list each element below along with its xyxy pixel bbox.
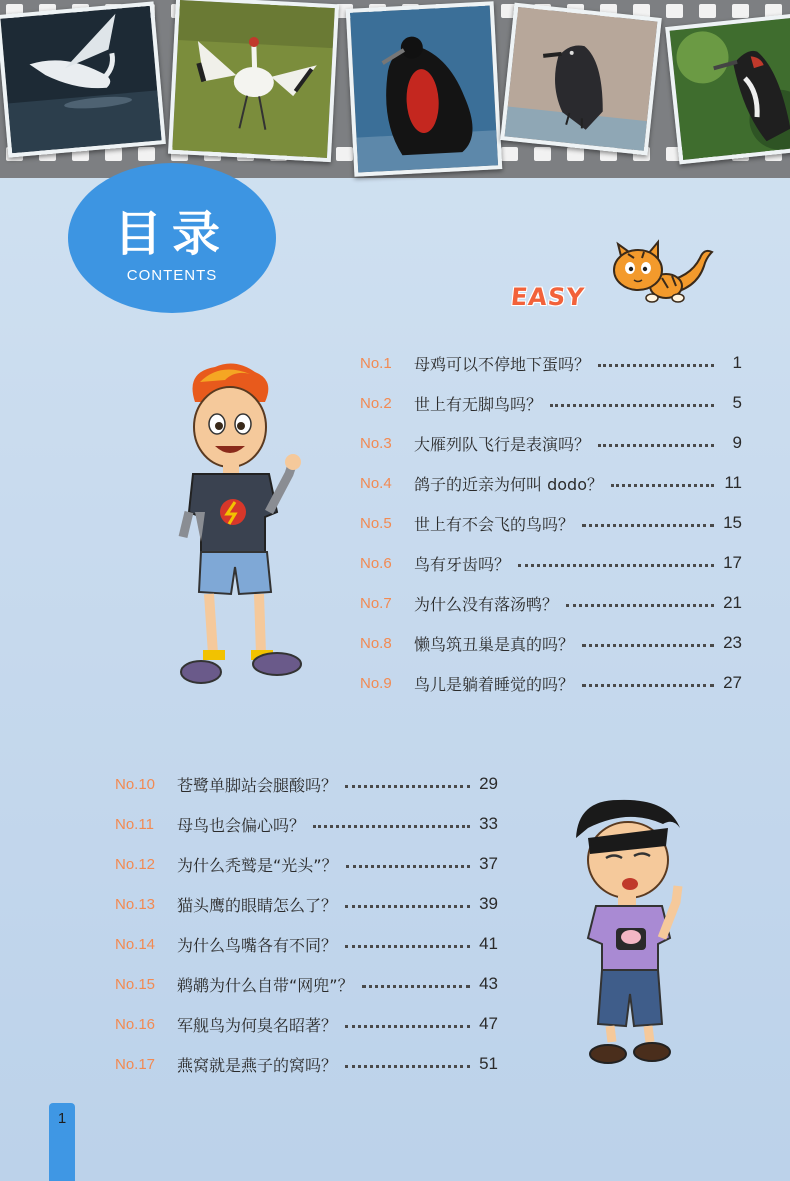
toc-leader-dots: [345, 905, 470, 908]
toc-entry-page: 27: [723, 673, 742, 692]
toc-entry-page: 1: [732, 353, 742, 372]
crow-photo: [500, 3, 662, 156]
toc-leader-dots: [611, 484, 714, 487]
toc-entry-3[interactable]: [360, 423, 742, 463]
toc-leader-dots: [346, 865, 470, 868]
toc-entry-title: 为什么秃鹫是“光头”？: [177, 855, 338, 875]
toc-entry-number: No.6: [360, 554, 392, 572]
toc-leader-dots: [518, 564, 714, 567]
difficulty-label: EASY: [509, 283, 587, 311]
toc-entry-number: No.1: [360, 354, 392, 372]
film-perforation: [567, 147, 584, 161]
toc-entry-title: 为什么鸟嘴各有不同？: [177, 935, 338, 955]
boy-illustration-redhair: [165, 362, 310, 694]
toc-entry-title: 苍鹭单脚站会腿酸吗？: [177, 775, 338, 795]
toc-entry-15[interactable]: [115, 964, 498, 1004]
toc-entry-6[interactable]: [360, 543, 742, 583]
toc-leader-dots: [582, 524, 714, 527]
toc-entry-number: No.12: [115, 855, 156, 873]
toc-entry-4[interactable]: [360, 463, 742, 503]
toc-entry-9[interactable]: [360, 663, 742, 703]
toc-leader-dots: [582, 684, 714, 687]
film-perforation: [501, 147, 518, 161]
toc-entry-page: 29: [479, 774, 498, 793]
film-perforation: [138, 147, 155, 161]
toc-leader-dots: [313, 825, 470, 828]
toc-entry-title: 军舰鸟为何臭名昭著？: [177, 1015, 338, 1035]
toc-entry-number: No.8: [360, 634, 392, 652]
toc-entry-title: 世上有无脚鸟吗？: [414, 394, 543, 414]
toc-entry-page: 5: [732, 393, 742, 412]
toc-leader-dots: [345, 945, 470, 948]
toc-entry-17[interactable]: [115, 1044, 498, 1084]
toc-entry-page: 43: [479, 974, 498, 993]
toc-entry-13[interactable]: [115, 884, 498, 924]
frigatebird-photo: [346, 1, 503, 177]
page-number: 1: [57, 1110, 67, 1127]
toc-entry-title: 鹈鹕为什么自带“网兜”？: [177, 975, 354, 995]
toc-entry-number: No.5: [360, 514, 392, 532]
toc-entry-page: 21: [723, 593, 742, 612]
toc-entry-16[interactable]: [115, 1004, 498, 1044]
toc-entry-number: No.16: [115, 1015, 156, 1033]
toc-entry-title: 母鸡可以不停地下蛋吗？: [414, 354, 591, 374]
toc-entry-14[interactable]: [115, 924, 498, 964]
toc-entry-number: No.15: [115, 975, 156, 993]
toc-leader-dots: [345, 785, 470, 788]
cat-illustration: [600, 238, 720, 310]
swan-photo: [0, 1, 166, 157]
film-perforation: [666, 4, 683, 18]
toc-entry-number: No.2: [360, 394, 392, 412]
toc-entry-number: No.7: [360, 594, 392, 612]
toc-entry-page: 47: [479, 1014, 498, 1033]
toc-leader-dots: [598, 444, 714, 447]
toc-entry-title: 为什么没有落汤鸭？: [414, 594, 559, 614]
toc-entry-8[interactable]: [360, 623, 742, 663]
toc-entry-10[interactable]: [115, 764, 498, 804]
toc-leader-dots: [362, 985, 470, 988]
toc-entry-7[interactable]: [360, 583, 742, 623]
toc-entry-2[interactable]: [360, 383, 742, 423]
toc-entry-title: 猫头鹰的眼睛怎么了？: [177, 895, 338, 915]
toc-entry-number: No.4: [360, 474, 392, 492]
toc-entry-title: 鸟有牙齿吗？: [414, 554, 511, 574]
toc-leader-dots: [598, 364, 714, 367]
toc-leader-dots: [345, 1065, 470, 1068]
toc-entry-1[interactable]: [360, 343, 742, 383]
toc-entry-number: No.3: [360, 434, 392, 452]
toc-entry-title: 母鸟也会偏心吗？: [177, 815, 306, 835]
boy-illustration-darkhair: [568, 798, 693, 1070]
toc-entry-title: 鸟儿是躺着睡觉的吗？: [414, 674, 575, 694]
film-perforation: [699, 4, 716, 18]
film-perforation: [534, 147, 551, 161]
toc-entry-title: 懒鸟筑丑巢是真的吗？: [414, 634, 575, 654]
toc-entry-number: No.14: [115, 935, 156, 953]
toc-entry-title: 大雁列队飞行是表演吗？: [414, 434, 591, 454]
toc-leader-dots: [550, 404, 714, 407]
toc-entry-5[interactable]: [360, 503, 742, 543]
toc-entry-page: 23: [723, 633, 742, 652]
toc-entry-number: No.11: [115, 815, 154, 833]
toc-entry-number: No.13: [115, 895, 156, 913]
toc-entry-title: 鸽子的近亲为何叫 dodo？: [414, 474, 603, 494]
film-perforation: [732, 4, 749, 18]
toc-entry-page: 11: [724, 473, 742, 492]
woodpecker-photo: [665, 14, 790, 165]
toc-entry-page: 41: [479, 934, 498, 953]
toc-entry-page: 37: [479, 854, 498, 873]
toc-leader-dots: [582, 644, 714, 647]
toc-entry-number: No.10: [115, 775, 156, 793]
film-perforation: [105, 147, 122, 161]
toc-entry-title: 燕窝就是燕子的窝吗？: [177, 1055, 338, 1075]
toc-entry-page: 15: [723, 513, 742, 532]
toc-leader-dots: [345, 1025, 470, 1028]
toc-entry-page: 39: [479, 894, 498, 913]
toc-entry-11[interactable]: [115, 804, 498, 844]
film-perforation: [336, 147, 353, 161]
toc-entry-number: No.9: [360, 674, 392, 692]
toc-entry-number: No.17: [115, 1055, 156, 1073]
toc-entry-12[interactable]: [115, 844, 498, 884]
toc-title: 目录: [113, 206, 230, 262]
toc-leader-dots: [566, 604, 714, 607]
toc-subtitle: CONTENTS: [126, 267, 218, 284]
toc-entry-page: 51: [479, 1054, 498, 1073]
toc-entry-title: 世上有不会飞的鸟吗？: [414, 514, 575, 534]
toc-entry-page: 9: [732, 433, 742, 452]
toc-entry-page: 33: [479, 814, 498, 833]
film-strip-header: [0, 0, 790, 178]
crane-photo: [168, 0, 339, 162]
toc-entry-page: 17: [723, 553, 742, 572]
